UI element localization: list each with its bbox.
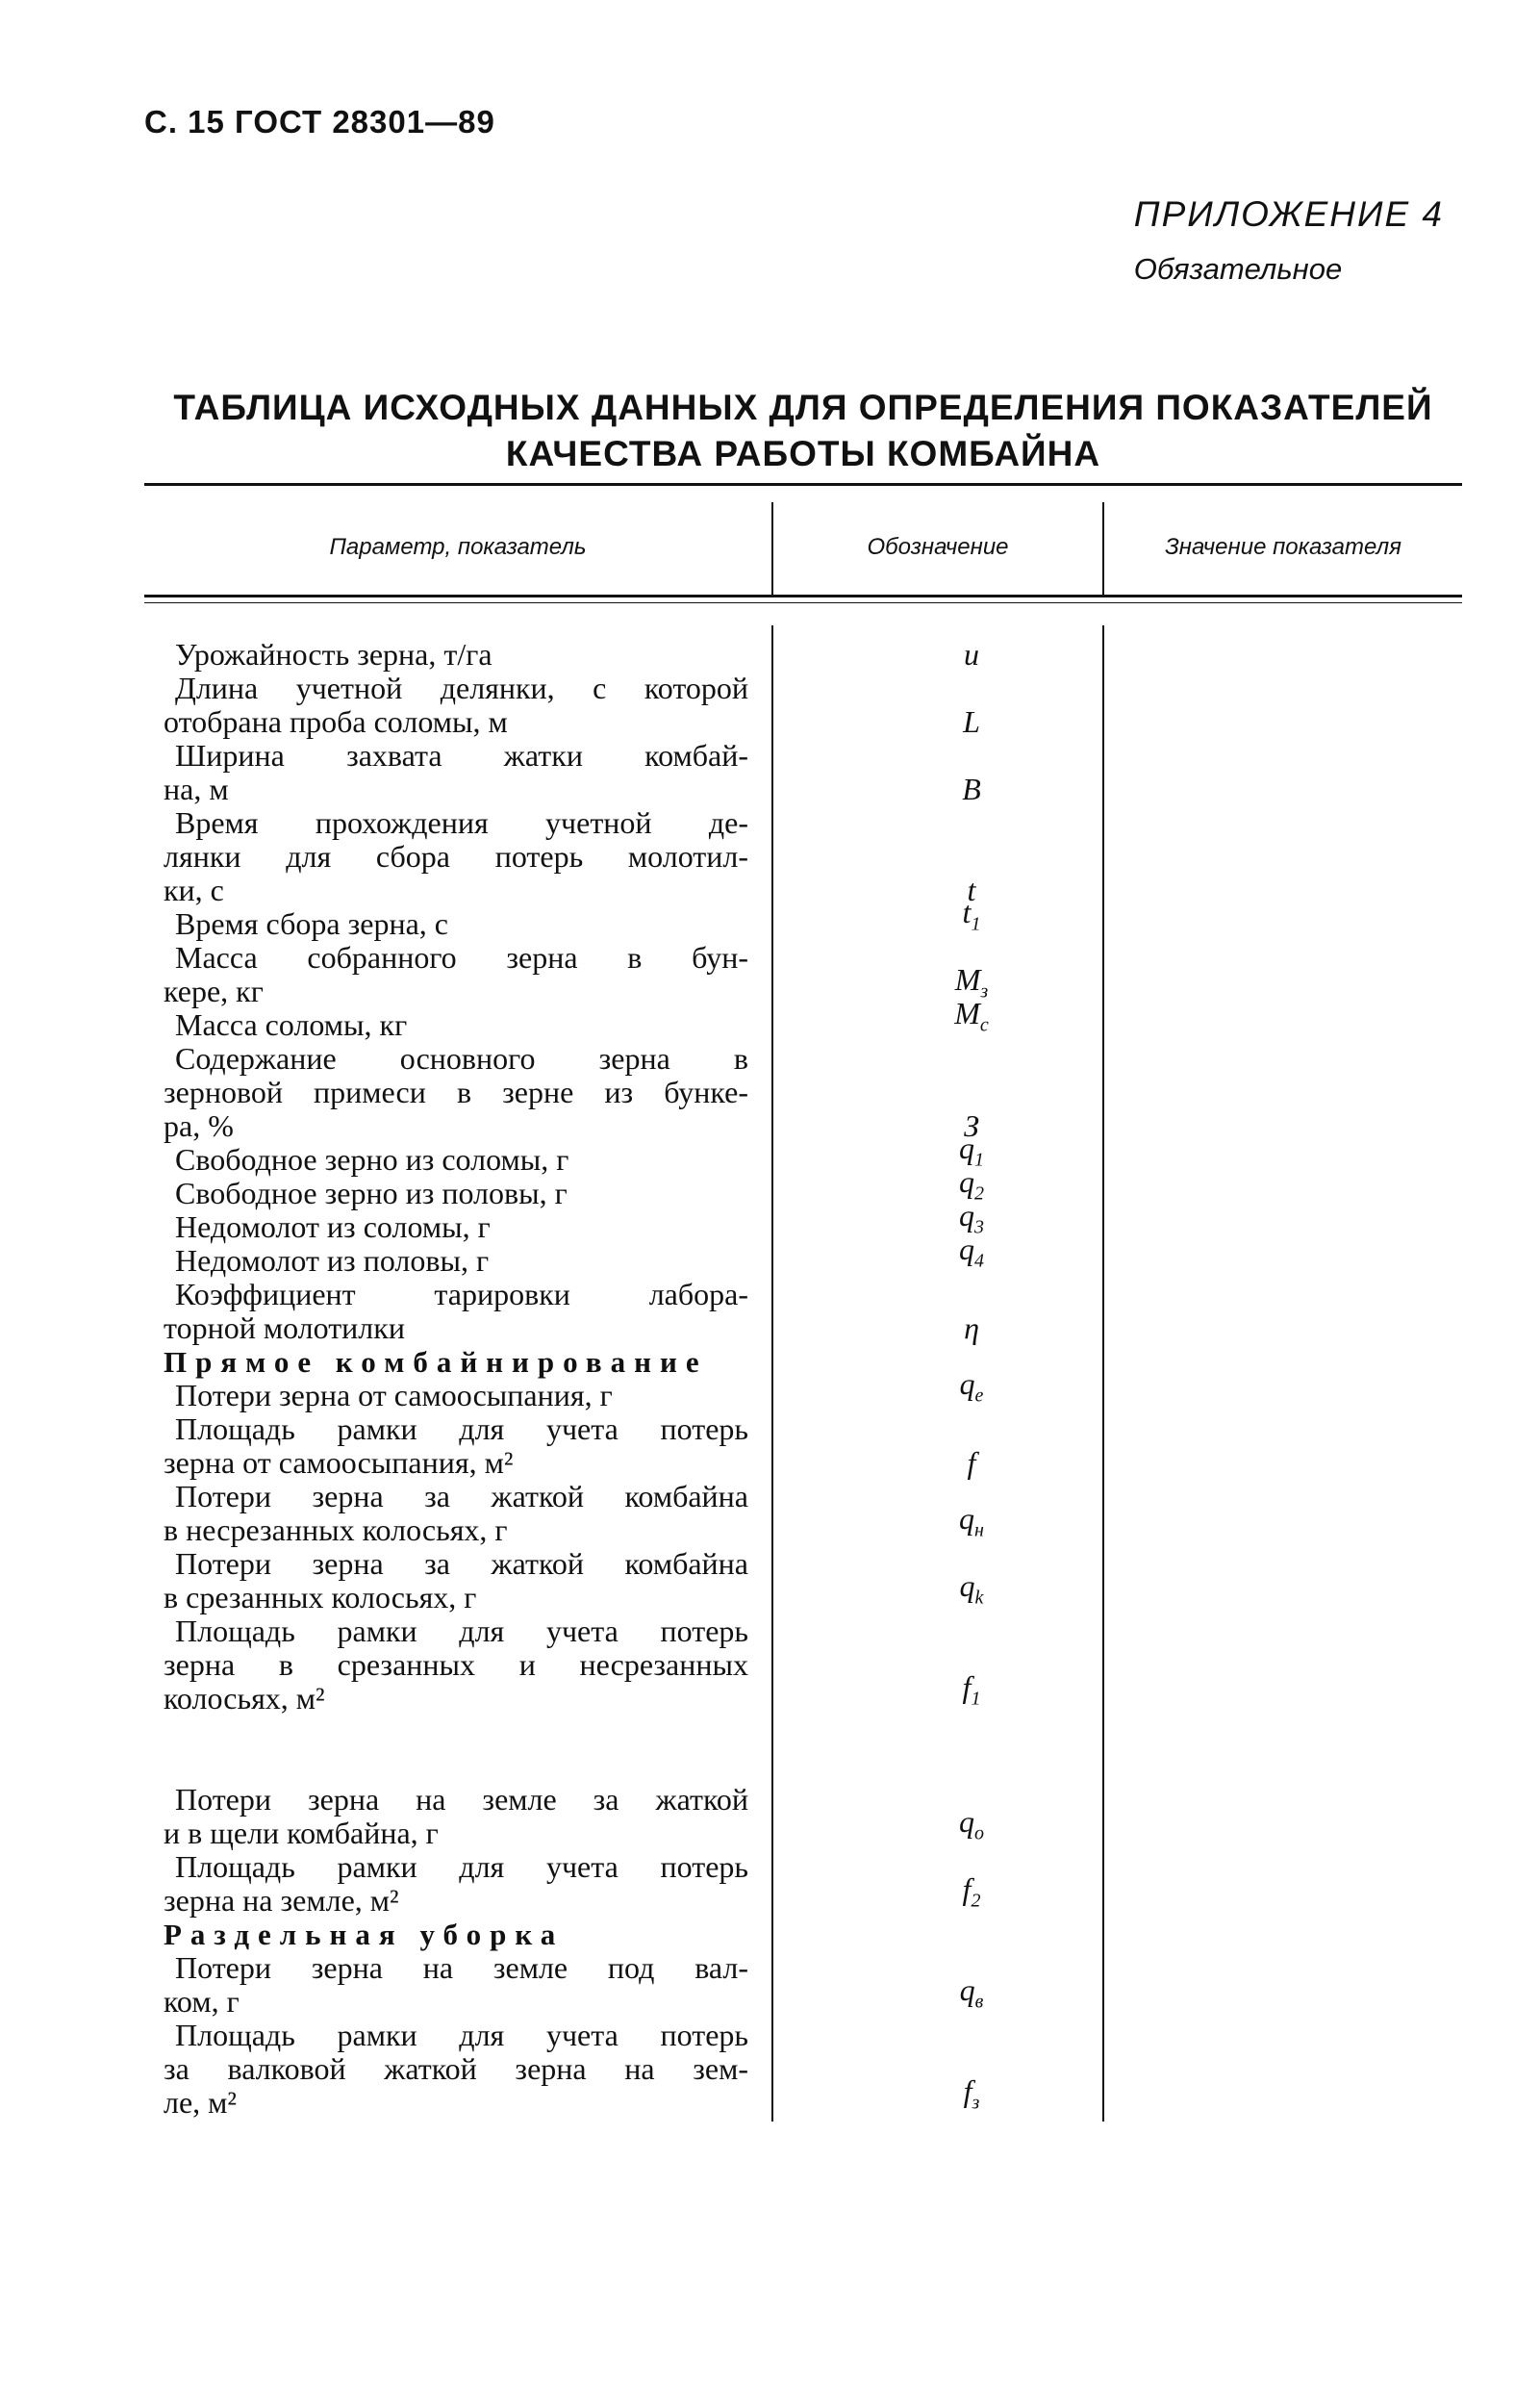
- parameter-line: Площадь рамки для учета потерь: [175, 2018, 748, 2052]
- parameter-text: [164, 1210, 748, 1244]
- symbol-cell: [875, 2074, 1068, 2120]
- appendix-status: Обязательное: [1133, 252, 1343, 286]
- parameter-line: зерна от самоосыпания, м²: [164, 1445, 514, 1480]
- parameter-line: Урожайность зерна, т/га: [175, 637, 492, 672]
- parameter-line: Время сбора зерна, с: [175, 906, 448, 941]
- column-header-parameter: Параметр, показатель: [329, 534, 587, 560]
- symbol: t: [967, 873, 976, 907]
- parameter-text: [164, 1177, 748, 1210]
- parameter-text: [164, 739, 748, 806]
- table-row: [164, 1614, 1318, 1716]
- symbol-cell: [875, 896, 1068, 941]
- symbol-subscript: e: [974, 1385, 984, 1406]
- parameter-text: [164, 2019, 748, 2120]
- parameter-line: Потери зерна за жаткой комбайна: [175, 1546, 748, 1581]
- table-row: [164, 1412, 1318, 1480]
- table-row: [164, 1951, 1318, 2019]
- parameter-line: Потери зерна от самоосыпания, г: [175, 1378, 613, 1412]
- parameter-text: [164, 1244, 748, 1278]
- parameter-line: Потери зерна на земле под вал-: [175, 1950, 748, 1985]
- parameter-line: Недомолот из соломы, г: [175, 1209, 491, 1244]
- parameter-line: Коэффициент тарировки лабора-: [175, 1277, 748, 1311]
- symbol-subscript: 1: [971, 1688, 981, 1709]
- table-row: [164, 1850, 1318, 1918]
- table-header-rule: [144, 595, 1462, 597]
- parameter-text: [164, 638, 748, 672]
- symbol: B: [962, 772, 981, 806]
- table-header-rule-thin: [144, 602, 1462, 603]
- symbol: q: [959, 1971, 975, 2007]
- parameter-line: и в щели комбайна, г: [164, 1816, 439, 1850]
- parameter-line: зерновой примеси в зерне из бунке-: [164, 1075, 748, 1109]
- symbol: q: [959, 1163, 974, 1199]
- symbol: t: [962, 894, 972, 929]
- symbol: q: [959, 1197, 974, 1233]
- table-row: [164, 1130, 1318, 1177]
- parameter-line: Время прохождения учетной де-: [175, 805, 748, 840]
- table-row: [164, 995, 1318, 1042]
- parameter-text: [164, 1547, 748, 1614]
- parameter-line: ком, г: [164, 1984, 240, 2019]
- parameter-line: Потери зерна за жаткой комбайна: [175, 1479, 748, 1513]
- symbol-cell: [875, 1973, 1068, 2019]
- parameter-text: [164, 1008, 748, 1042]
- symbol-cell: [875, 1872, 1068, 1918]
- symbol-cell: [875, 1670, 1068, 1716]
- symbol: f: [963, 2072, 972, 2108]
- symbol-cell: [875, 773, 1068, 806]
- symbol-cell: [875, 1233, 1068, 1278]
- table-row: [164, 806, 1318, 907]
- symbol: З: [964, 1108, 979, 1143]
- document-title: [144, 385, 1462, 477]
- symbol-subscript: c: [979, 1014, 989, 1035]
- table-row: [164, 1365, 1318, 1412]
- symbol: L: [963, 704, 980, 739]
- parameter-line: отобрана проба соломы, м: [164, 704, 508, 739]
- parameter-text: [164, 1143, 748, 1177]
- symbol: q: [959, 1567, 975, 1603]
- symbol-subscript: з: [980, 980, 989, 1002]
- title-line-1: ТАБЛИЦА ИСХОДНЫХ ДАННЫХ ДЛЯ ОПРЕДЕЛЕНИЯ ПОКАЗАТЕЛЕЙ: [173, 388, 1433, 427]
- parameter-line: Недомолот из половы, г: [175, 1243, 490, 1278]
- parameter-text: [164, 1412, 748, 1480]
- table-row: [164, 1278, 1318, 1345]
- section-label: Раздельная уборка: [164, 1918, 565, 1951]
- table-row: [164, 941, 1318, 1008]
- symbol-cell: [875, 638, 1068, 672]
- symbol-cell: [875, 1311, 1068, 1345]
- column-header-value: Значение показателя: [1165, 534, 1401, 560]
- parameter-line: в срезанных колосьях, г: [164, 1580, 477, 1614]
- symbol: q: [959, 1365, 975, 1401]
- symbol-subscript: 2: [971, 1890, 981, 1911]
- symbol: u: [964, 637, 979, 672]
- parameter-line: Свободное зерно из соломы, г: [175, 1142, 569, 1177]
- symbol: q: [959, 1803, 974, 1839]
- parameter-line: в несрезанных колосьях, г: [164, 1512, 508, 1547]
- symbol-subscript: в: [974, 1991, 984, 2012]
- parameter-line: на, м: [164, 772, 229, 806]
- parameter-line: Содержание основного зерна в: [175, 1041, 748, 1076]
- table-row: [164, 739, 1318, 806]
- parameter-line: кере, кг: [164, 974, 264, 1008]
- symbol-cell: [875, 1502, 1068, 1547]
- parameter-line: зерна в срезанных и несрезанных: [164, 1647, 748, 1682]
- parameter-text: [164, 941, 748, 1008]
- parameter-line: Площадь рамки для учета потерь: [175, 1614, 748, 1648]
- appendix-label: [1134, 194, 1444, 287]
- symbol: M: [954, 961, 981, 997]
- symbol: q: [959, 1500, 975, 1536]
- table-section-heading: [164, 1345, 1318, 1379]
- symbol: q: [959, 1130, 974, 1165]
- table-row: [164, 894, 1318, 941]
- symbol: q: [959, 1231, 974, 1266]
- symbol-cell: [875, 1367, 1068, 1412]
- parameter-text: [164, 672, 748, 739]
- table-row: [164, 1042, 1318, 1143]
- table-row: [164, 1547, 1318, 1614]
- symbol-cell: [875, 1569, 1068, 1614]
- symbol-subscript: н: [974, 1519, 984, 1540]
- table-row: [164, 638, 1318, 672]
- symbol-subscript: о: [974, 1822, 984, 1843]
- parameter-line: колосьях, м²: [164, 1681, 325, 1716]
- parameter-line: торной молотилки: [164, 1310, 405, 1345]
- table-row: [164, 1197, 1318, 1244]
- parameter-line: Площадь рамки для учета потерь: [175, 1849, 748, 1884]
- parameter-text: [164, 1278, 748, 1345]
- parameter-line: Ширина захвата жатки комбай-: [175, 738, 748, 773]
- parameter-line: за валковой жаткой зерна на зем-: [164, 2051, 748, 2086]
- table-row: [164, 2019, 1318, 2120]
- symbol-cell: [875, 1805, 1068, 1850]
- symbol: f: [962, 1870, 972, 1906]
- column-header-symbol: Обозначение: [867, 534, 1009, 560]
- parameter-line: зерна на земле, м²: [164, 1883, 399, 1918]
- parameter-text: [164, 1614, 748, 1716]
- parameter-text: [164, 1783, 748, 1850]
- parameter-text: [164, 1850, 748, 1918]
- symbol: M: [954, 995, 980, 1030]
- table-row: [164, 1163, 1318, 1210]
- page-header: С. 15 ГОСТ 28301—89: [144, 104, 495, 140]
- title-line-2: КАЧЕСТВА РАБОТЫ КОМБАЙНА: [505, 434, 1101, 473]
- parameter-line: ле, м²: [164, 2085, 238, 2120]
- table-row: [164, 1480, 1318, 1547]
- parameter-text: [164, 907, 748, 941]
- table-spacer: [164, 1716, 1318, 1783]
- symbol-cell: [875, 705, 1068, 739]
- parameter-text: [164, 1042, 748, 1143]
- symbol-subscript: 1: [974, 1149, 984, 1170]
- section-label: Прямое комбайнирование: [164, 1345, 708, 1379]
- parameter-line: лянки для сбора потерь молотил-: [164, 839, 748, 874]
- symbol: f: [967, 1445, 976, 1480]
- appendix-title: ПРИЛОЖЕНИЕ 4: [1133, 194, 1444, 234]
- symbol-cell: [875, 1446, 1068, 1480]
- symbol-subscript: 1: [971, 913, 981, 934]
- symbol-cell: [875, 997, 1068, 1042]
- table-row: [164, 1231, 1318, 1278]
- parameter-line: Потери зерна на земле за жаткой: [175, 1782, 748, 1817]
- parameter-line: ки, с: [164, 873, 224, 907]
- parameter-line: Площадь рамки для учета потерь: [175, 1411, 748, 1446]
- parameter-line: ра, %: [164, 1108, 234, 1143]
- parameter-line: Масса соломы, кг: [175, 1007, 408, 1042]
- parameter-line: Свободное зерно из половы, г: [175, 1176, 568, 1210]
- parameter-text: [164, 1480, 748, 1547]
- symbol-subscript: 3: [974, 1216, 984, 1237]
- symbol-subscript: k: [974, 1587, 984, 1608]
- parameter-line: Масса собранного зерна в бун-: [175, 940, 748, 975]
- symbol-subscript: 2: [974, 1182, 984, 1204]
- table-row: [164, 1783, 1318, 1850]
- symbol-subscript: з: [972, 2092, 980, 2113]
- parameter-line: Длина учетной делянки, с которой: [175, 671, 748, 705]
- parameter-text: [164, 806, 748, 907]
- symbol: f: [962, 1668, 972, 1704]
- table-top-rule: [144, 483, 1462, 486]
- parameter-text: [164, 1379, 748, 1412]
- symbol-subscript: 4: [974, 1250, 984, 1271]
- table-body: [164, 638, 1318, 2120]
- table-section-heading: [164, 1918, 1318, 1951]
- parameter-text: [164, 1951, 748, 2019]
- table-row: [164, 672, 1318, 739]
- symbol: η: [964, 1310, 979, 1345]
